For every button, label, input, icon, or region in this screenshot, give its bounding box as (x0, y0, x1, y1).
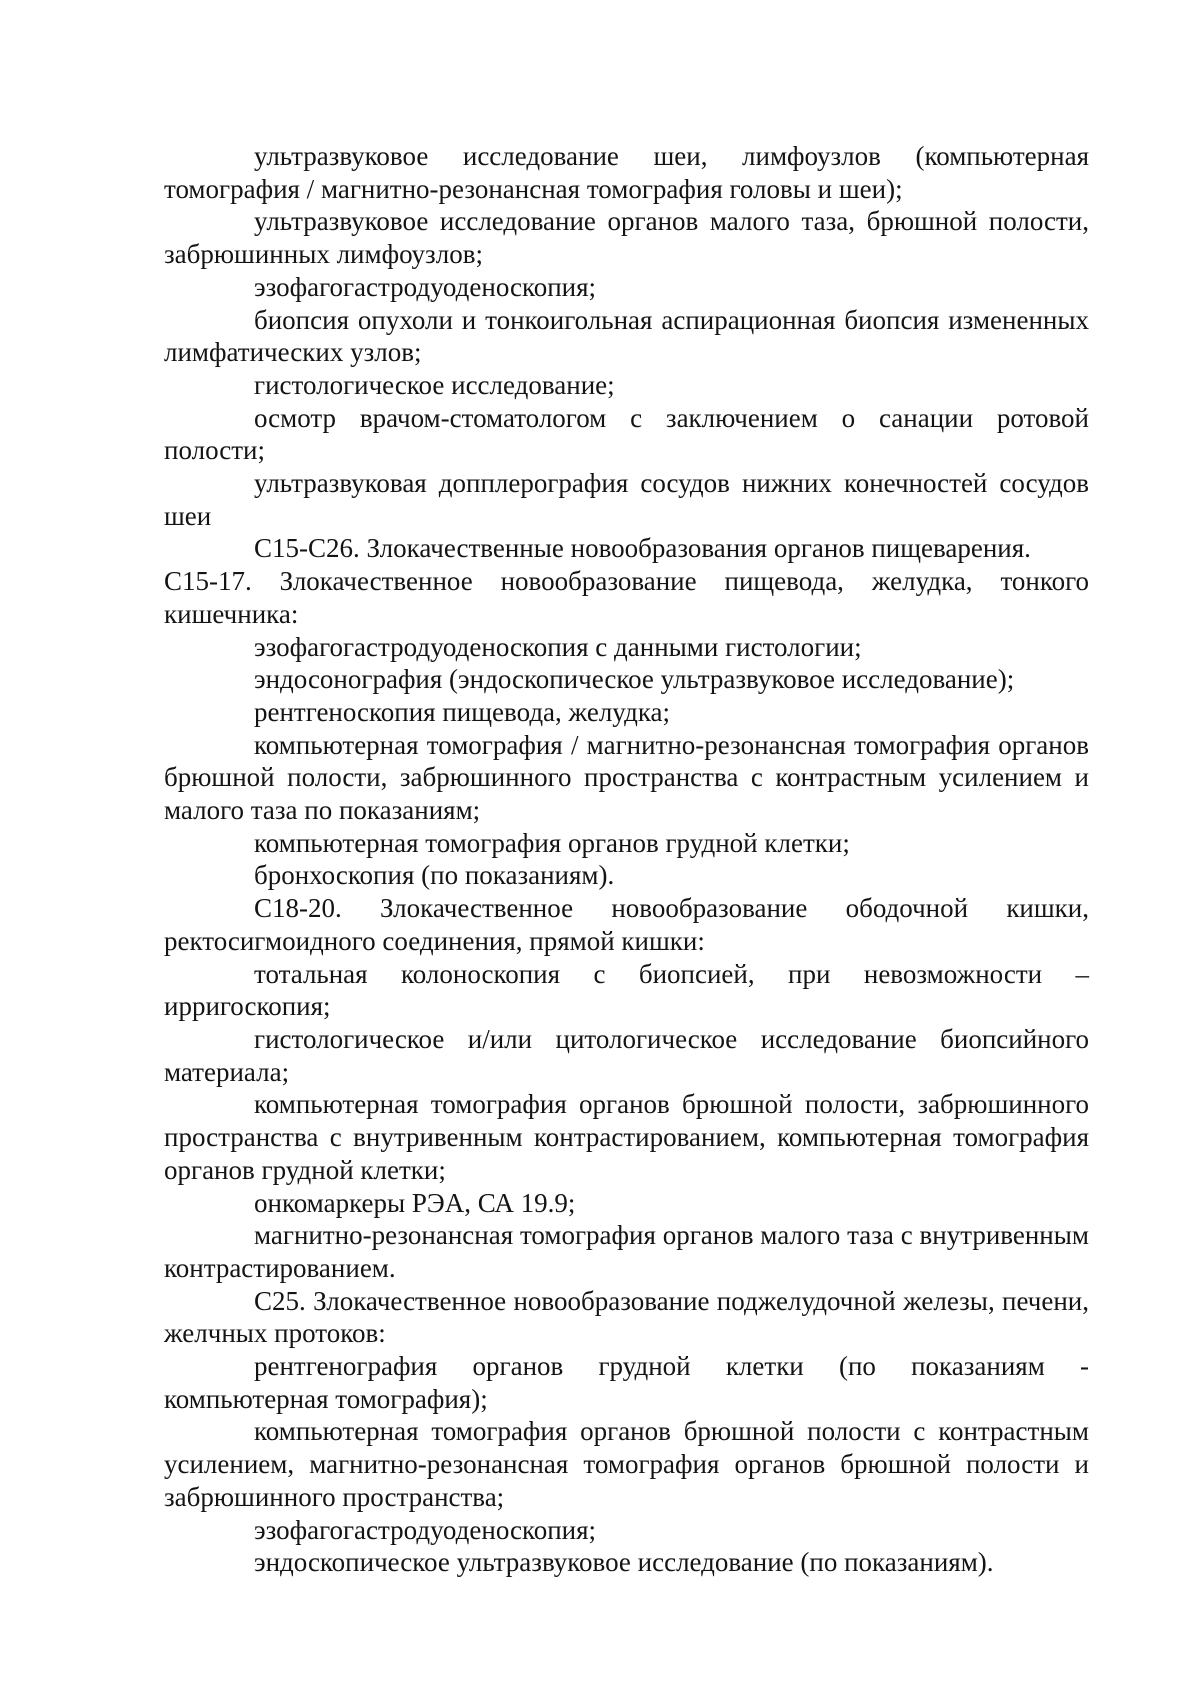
paragraph-us-pelvis: ультразвуковое исследование органов малого таза, брюшной полости, забрюшинных лимфоузлов; (164, 206, 1089, 270)
paragraph-colonoscopy: тотальная колоноскопия с биопсией, при невозможности – ирригоскопия; (164, 958, 1089, 1022)
paragraph-endo-us: эндоскопическое ультразвуковое исследование (по показаниям). (254, 1547, 994, 1578)
paragraph-histology-cytology: гистологическое и/или цитологическое исследование биопсийного материала; (164, 1023, 1089, 1087)
paragraph-tumor-markers: онкомаркеры РЭА, СА 19.9; (254, 1187, 576, 1218)
paragraph-egds-2: эзофагогастродуоденоскопия; (254, 1514, 597, 1545)
paragraph-histology: гистологическое исследование; (254, 369, 615, 400)
paragraph-us-neck: ультразвуковое исследование шеи, лимфоузлов (компьютерная томография / магнитно-резонансная томография головы и шеи); (164, 141, 1089, 204)
paragraph-dentist: осмотр врачом-стоматологом с заключением о санации ротовой полости; (164, 402, 1089, 466)
heading-c15-17: С15-17. Злокачественное новообразование пищевода, желудка, тонкого кишечника: (164, 566, 1089, 629)
paragraph-mri-pelvis: магнитно-резонансная томография органов малого таза с внутривенным контрастированием. (164, 1220, 1089, 1283)
paragraph-ct-abdomen-contrast: компьютерная томография органов брюшной полости, забрюшинного пространства с внутривенным контрастированием, компьютерная томография органов грудной клетки; (164, 1089, 1089, 1185)
heading-c25: С25. Злокачественное новообразование поджелудочной железы, печени, желчных протоков: (164, 1285, 1089, 1349)
paragraph-bronchoscopy: бронхоскопия (по показаниям). (254, 860, 615, 891)
paragraph-doppler: ультразвуковая допплерография сосудов нижних конечностей сосудов шеи (164, 468, 1089, 531)
paragraph-ct-mri-abdomen: компьютерная томография / магнитно-резонансная томография органов брюшной полости, забрюшинного пространства с контрастным усилением и малого таза по показаниям; (164, 729, 1089, 826)
heading-c15-c26: С15-С26. Злокачественные новообразования органов пищеварения. (254, 533, 1031, 564)
paragraph-biopsy: биопсия опухоли и тонкоигольная аспирационная биопсия измененных лимфатических узлов; (164, 304, 1089, 368)
paragraph-endosonography: эндосонография (эндоскопическое ультразвуковое исследование); (254, 664, 1015, 695)
paragraph-egds-histology: эзофагогастродуоденоскопия с данными гистологии; (254, 631, 862, 662)
paragraph-xray-esophagus: рентгеноскопия пищевода, желудка; (254, 696, 671, 727)
paragraph-egds: эзофагогастродуоденоскопия; (254, 271, 597, 302)
heading-c18-20: С18-20. Злокачественное новообразование ободочной кишки, ректосигмоидного соединения, прямой кишки: (164, 893, 1089, 956)
document-body (164, 140, 1089, 1579)
paragraph-ct-mri-abdomen-contrast: компьютерная томография органов брюшной полости с контрастным усилением, магнитно-резонансная томография органов брюшной полости и забрюшинного пространства; (164, 1416, 1089, 1512)
paragraph-xray-chest: рентгенография органов грудной клетки (по показаниям - компьютерная томография); (164, 1351, 1089, 1414)
paragraph-ct-chest: компьютерная томография органов грудной клетки; (254, 827, 850, 858)
